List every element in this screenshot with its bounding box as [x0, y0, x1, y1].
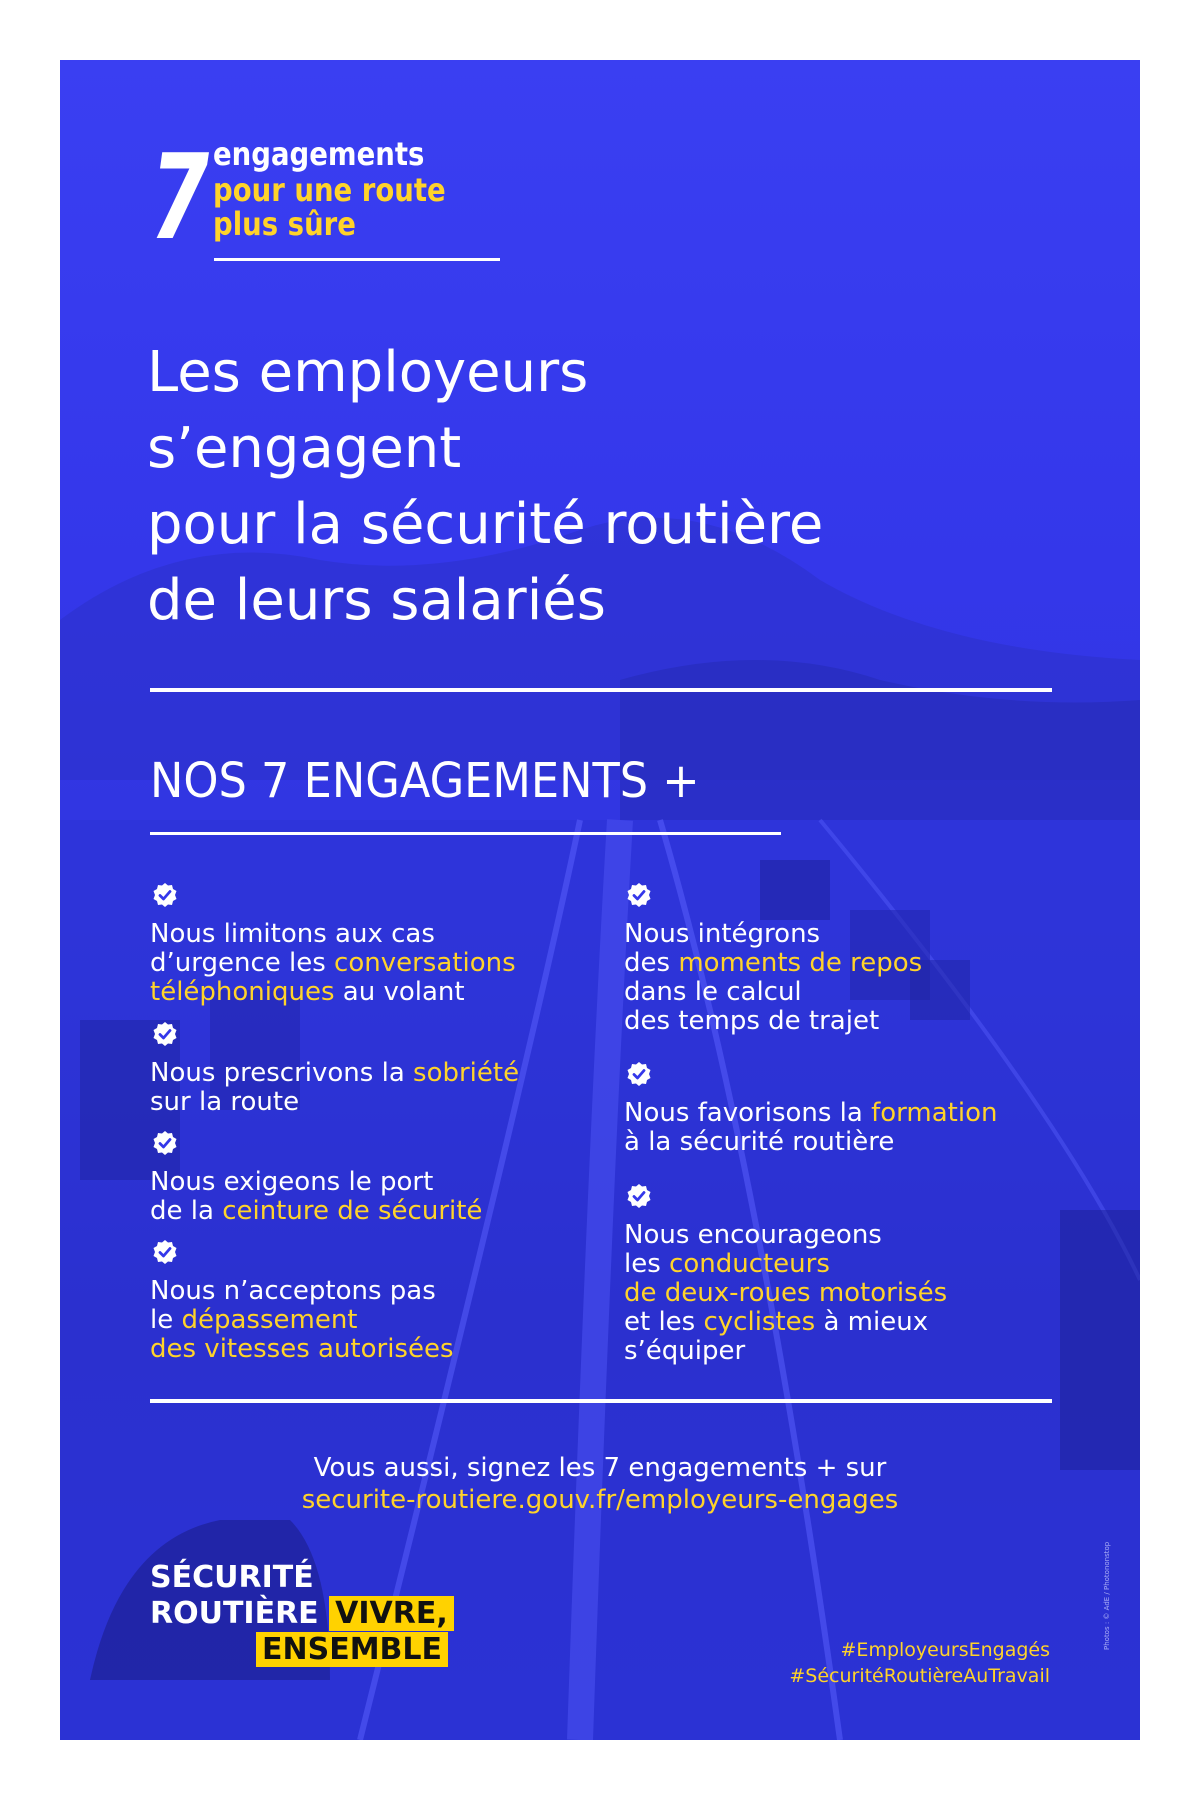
engagement-highlight: dépassement des vitesses autorisées [150, 1305, 454, 1364]
engagement-highlight: conversations téléphoniques [150, 948, 516, 1007]
engagement-highlight: formation [871, 1098, 998, 1128]
engagement-text-end: au volant [334, 977, 465, 1007]
engagement-highlight-2: cyclistes [703, 1307, 816, 1337]
headline-line-3: pour la sécurité routière [147, 492, 824, 557]
engagement-highlight: conducteurs de deux-roues motorisés [624, 1249, 948, 1308]
engagement-text-end: sur la route [150, 1087, 300, 1117]
engagement-text-mid: et les [624, 1307, 696, 1337]
engagement-item-5 [624, 882, 922, 1036]
section-title: NOS 7 ENGAGEMENTS + [150, 753, 700, 809]
hashtag-employeurs: #EmployeursEngagés [840, 1639, 1050, 1661]
check-badge-icon [152, 1021, 178, 1047]
engagement-item-4 [150, 1239, 454, 1364]
photo-credit: Photos : © AdE / Photononstop [1103, 1541, 1111, 1650]
engagement-text: Nous limitons aux cas d’urgence les [150, 919, 435, 978]
check-badge-icon [152, 882, 178, 908]
logo-line-engagements: engagements [213, 135, 425, 173]
engagement-text-end: à la sécurité routière [624, 1127, 895, 1157]
brand-slogan-box: VIVRE, [329, 1596, 454, 1631]
divider-section [150, 832, 781, 835]
check-badge-icon [152, 1130, 178, 1156]
check-badge-icon [152, 1239, 178, 1265]
cta-url-link[interactable]: securite-routiere.gouv.fr/employeurs-engages [301, 1485, 899, 1515]
divider-top [150, 688, 1052, 692]
engagement-text: Nous favorisons la [624, 1098, 872, 1128]
cta-text: Vous aussi, signez les 7 engagements + sur [313, 1453, 887, 1483]
engagement-item-6 [624, 1061, 997, 1157]
engagement-highlight: sobriété [413, 1058, 520, 1088]
check-badge-icon [626, 1061, 652, 1087]
call-to-action [60, 1452, 1140, 1516]
engagement-highlight: moments de repos [678, 948, 923, 978]
check-badge-icon [626, 1183, 652, 1209]
brand-slogan-box-2: ENSEMBLE [256, 1632, 448, 1667]
engagement-text: Nous prescrivons la [150, 1058, 414, 1088]
engagement-text: Nous exigeons le port de la [150, 1167, 434, 1226]
hashtag-securite: #SécuritéRoutièreAuTravail [789, 1665, 1050, 1687]
poster [60, 60, 1140, 1740]
headline-line-2: s’engagent [147, 416, 462, 481]
brand-line-1: SÉCURITÉ [150, 1560, 314, 1595]
engagement-text: Nous intégrons des [624, 919, 821, 978]
check-badge-icon [626, 882, 652, 908]
hashtags [789, 1637, 1050, 1689]
brand-line-2: ROUTIÈRE [150, 1596, 319, 1631]
engagement-item-7 [624, 1183, 947, 1366]
headline-line-1: Les employeurs [147, 340, 589, 405]
engagement-item-3 [150, 1130, 482, 1226]
engagement-text: Nous encourageons les [624, 1220, 882, 1279]
headline [147, 335, 1047, 639]
engagement-text-end: dans le calcul des temps de trajet [624, 977, 880, 1036]
engagement-item-2 [150, 1021, 519, 1117]
engagement-item-1 [150, 882, 516, 1007]
logo-line-sure: plus sûre [213, 205, 356, 243]
headline-line-4: de leurs salariés [147, 568, 606, 633]
divider-bottom [150, 1399, 1052, 1403]
engagement-text: Nous n’acceptons pas le [150, 1276, 436, 1335]
engagement-text-end: à mieux s’équiper [624, 1307, 929, 1366]
logo-line-route: pour une route [213, 171, 446, 209]
logo-underline [214, 258, 500, 261]
engagement-highlight: ceinture de sécurité [222, 1196, 483, 1226]
logo-number: 7 [150, 128, 210, 266]
securite-routiere-logo [150, 1560, 454, 1668]
